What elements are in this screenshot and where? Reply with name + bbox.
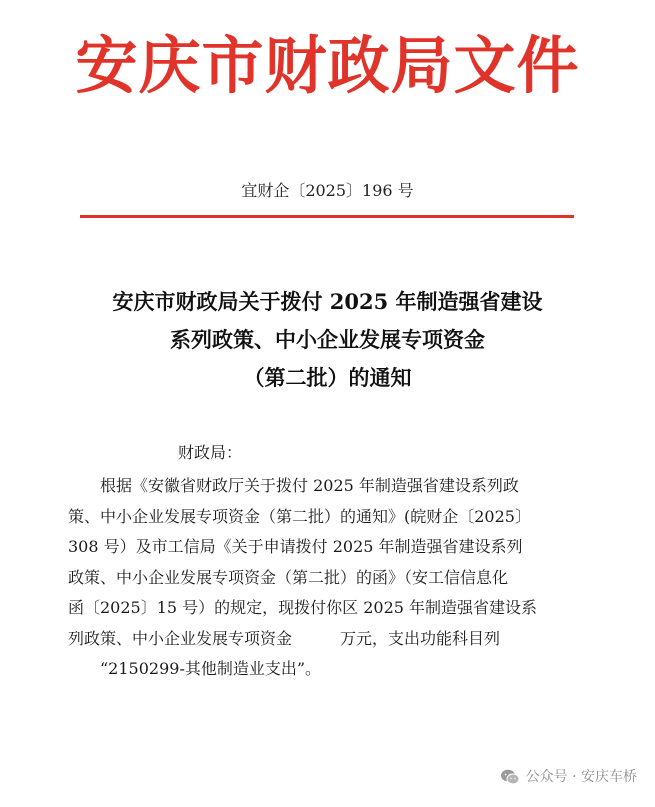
body-line: 函〔2025〕15 号）的规定，现拨付你区 2025 年制造强省建设系 [68,598,538,617]
title-line: 系列政策、中小企业发展专项资金 [170,327,485,352]
wechat-icon [500,768,520,786]
red-divider [80,215,574,218]
masthead-title: 安庆市财政局文件 [75,29,580,102]
body-paragraph [68,471,578,685]
body-line: 根据《安徽省财政厅关于拨付 2025 年制造强省建设系列政 [100,476,519,495]
body-line: 列政策、中小企业发展专项资金 万元，支出功能科目列 [68,628,501,648]
body-line: 政策、中小企业发展专项资金（第二批）的函》（安工信信息化 [68,567,509,587]
document-number: 宜财企〔2025〕196 号 [241,181,414,200]
title-line: （第二批）的通知 [243,365,412,390]
notice-title [0,283,655,397]
wechat-watermark [500,766,637,788]
body-line: 策、中小企业发展专项资金（第二批）的通知》(皖财企〔2025〕 [68,506,531,526]
watermark-text: 公众号 · 安庆车桥 [525,769,637,785]
body-line: “2150299-其他制造业支出”。 [100,659,322,678]
body-line: 308 号）及市工信局《关于申请拨付 2025 年制造强省建设系列 [68,537,523,556]
addressee: 财政局： [178,443,243,462]
title-line: 安庆市财政局关于拨付 2025 年制造强省建设 [112,289,543,314]
